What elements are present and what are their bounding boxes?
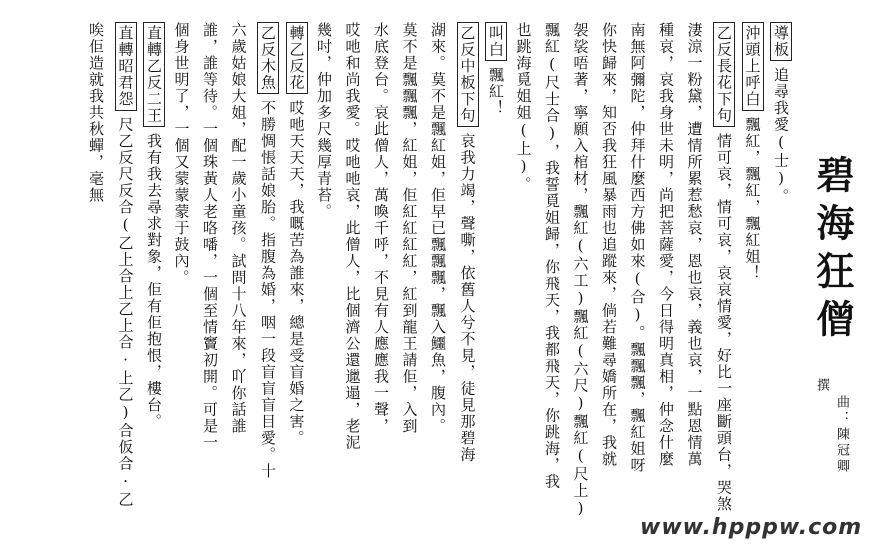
lyric-text: 誰，誰等待。一個珠黃人老咯噃，一個至情竇初開。可是一 [201,22,219,451]
lyric-column [628,22,648,474]
lyric-text: 幾吋，仲加多尺幾厚青苔。 [315,22,333,220]
lyric-column [713,22,735,513]
section-label: 轉乙反花 [286,22,308,94]
section-label: 乙反長花下句 [713,22,735,127]
lyric-column [514,22,534,193]
page-title: 碧海狂僧 [810,155,855,347]
lyric-text: 唉佢造就我共秋蟬，毫無 [87,22,105,204]
lyric-column [257,22,279,480]
lyric-column [229,22,249,435]
lyric-text: 袈裟唔著，寧願入棺材，飄紅(六工)飄紅(六尺)飄紅(尺上) [571,22,590,519]
section-label: 沖頭上呼白 [742,22,764,111]
lyric-column [286,22,308,447]
lyric-text: 不勝惆悵話娘胎。指腹為婚，咽一段盲盲盲目愛。十 [259,100,277,480]
lyric-column [86,22,106,204]
lyric-column [200,22,220,451]
section-label: 叫白 [485,22,507,61]
lyric-column [343,22,363,451]
lyric-text: 飄紅(尺士合)，我誓覓姐歸，你飛天，我都飛天，你跳海，我 [543,22,561,490]
lyric-text: 莫不是飄飄飄，紅姐，佢紅紅紅紅，紅到龍王請佢，入到 [400,22,419,435]
lyric-column [599,22,619,468]
lyric-column [685,22,705,468]
lyric-text: 哀我力竭，聲嘶，依舊人兮不見，徒見那碧海 [458,133,477,463]
section-label: 直轉乙反二王 [143,22,165,127]
section-label: 直轉昭君怨 [115,22,137,111]
lyric-column [371,22,391,435]
lyric-text: 也跳海覓姐姐(上)。 [514,22,533,193]
lyric-text: 六歲姑娘大姐，配一歲小童孩。試問十八年來，吖你話誰 [229,22,248,435]
lyric-text: 淒涼一粉黛，遭情所累惹愁哀，恩也哀，義也哀，一點恩情萬 [685,22,704,468]
lyric-text: 個身世明了，一個又蒙蒙蒙于鼓內。 [172,22,191,286]
lyric-text: 飄紅，飄紅，飄紅姐！ [743,116,762,282]
lyric-text: 飄紅！ [487,67,505,117]
lyric-column [143,22,165,430]
lyric-column [571,22,591,519]
lyric-text: 湖來。莫不是飄紅姐，佢早已飄飄飄，飄入鱷魚，腹內。 [429,22,447,435]
lyric-text: 我有我去尋求對象，佢有佢抱恨，樓台。 [145,133,163,430]
section-label: 導板 [770,22,792,61]
lyric-text: 情可哀，情可哀，哀哀情愛，好比一座斷頭台，哭煞 [715,133,733,513]
watermark: www.hpppw.com [640,515,863,540]
lyric-column [314,22,334,220]
lyric-column [770,22,792,205]
credit-composer: 曲：陳冠卿 [834,395,849,475]
lyric-text: 你快歸來，知否我狂風暴雨也追蹤來，倘若難尋嬌所在，我就 [600,22,618,468]
lyric-column [656,22,676,468]
lyric-column [542,22,562,490]
lyric-column [428,22,448,435]
lyric-text: 哎吔天天天，我嘅苦為誰來，總是受盲婚之害。 [287,100,306,447]
credit-label: 撰 [814,378,829,394]
lyric-column [400,22,420,435]
lyric-column [457,22,479,463]
lyric-text: 追尋我愛(士)。 [772,67,790,205]
lyric-column [172,22,192,286]
lyric-column [115,22,137,508]
section-label: 乙反中板下句 [457,22,479,127]
lyric-text: 南無阿彌陀，仲拜什麼西方佛如來(合)。飄飄飄，飄紅姐呀 [628,22,647,474]
lyric-column [742,22,764,282]
lyric-text: 哎吔和尚我愛。哎吔吔哀，此僧人，比個濟公還邋遢，老泥 [343,22,362,451]
lyric-column [485,22,507,117]
lyric-text: 水底登台。哀此僧人，萬喚千呼，不見有人應應我一聲， [372,22,390,435]
section-label: 乙反木魚 [257,22,279,94]
lyric-text: 種哀，哀我身世未明，尚把菩薩愛，今日得明真相，仲念什麼 [657,22,675,468]
lyric-text: 尺乙反尺反合(乙上合上乙上合·上乙)合仮合·乙 [116,116,135,508]
